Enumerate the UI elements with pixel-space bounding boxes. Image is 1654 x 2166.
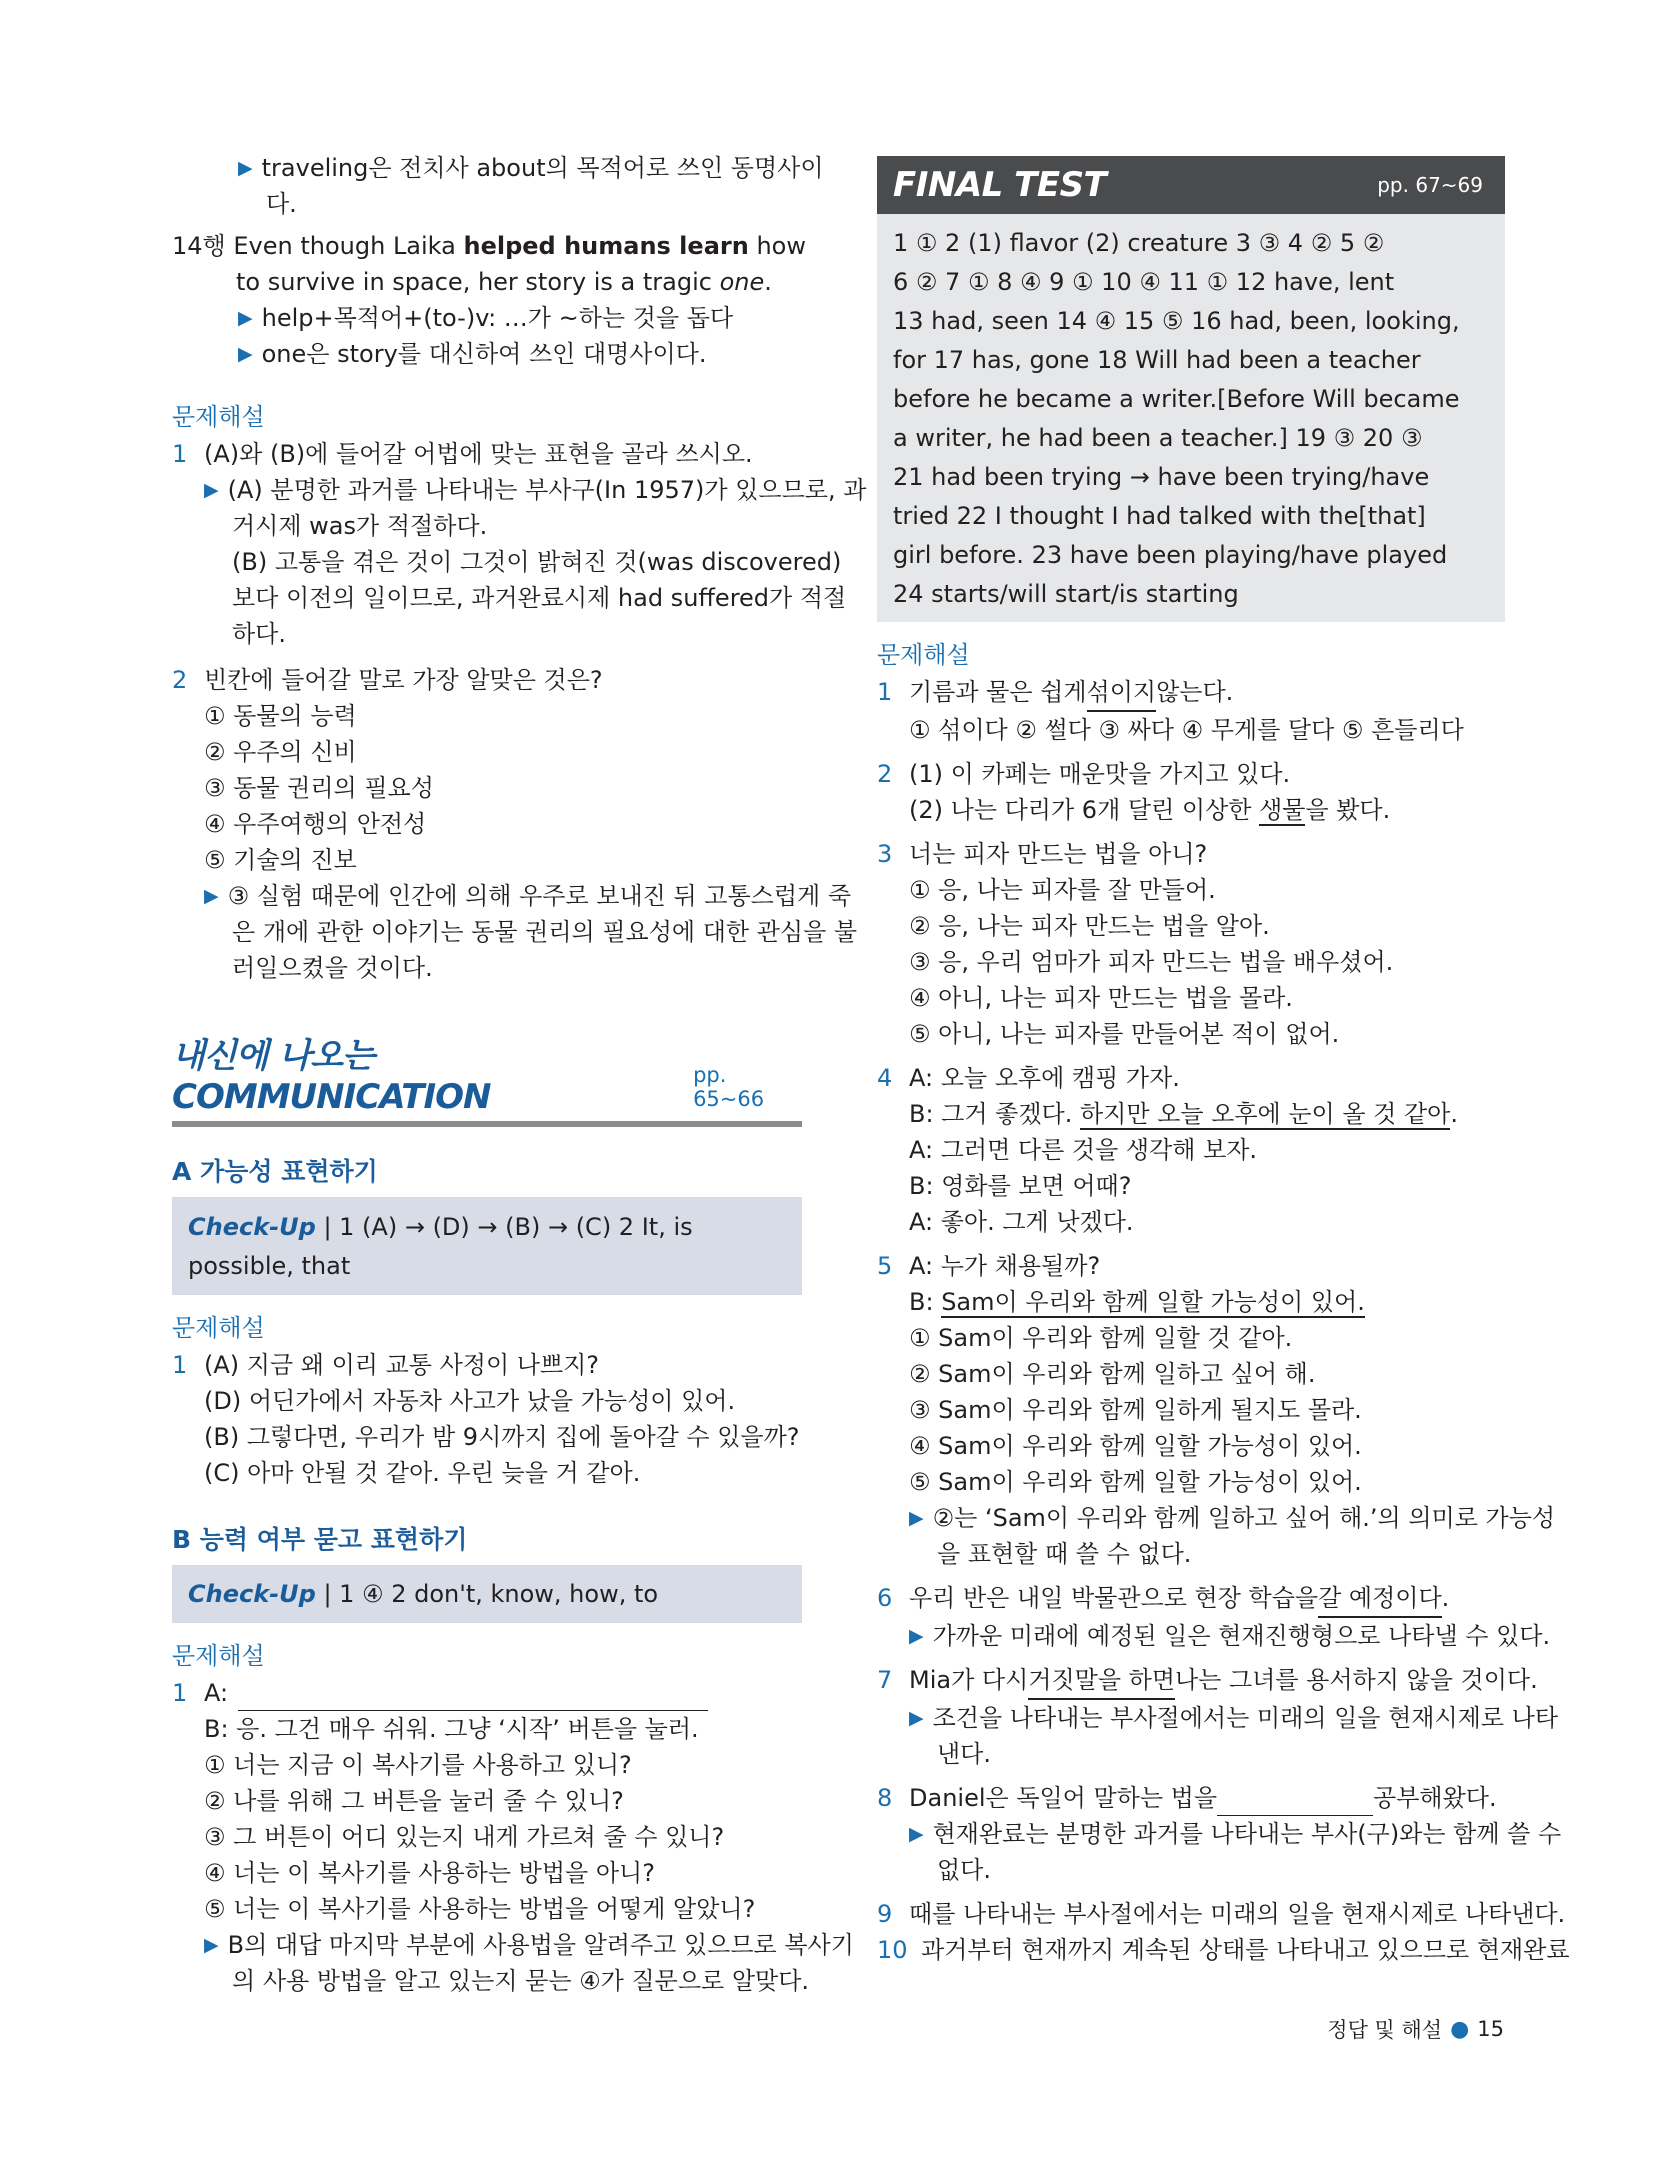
line14-sentence: 14행 Even though Laika helped humans learn how [172, 232, 806, 260]
section-label: 문제해설 [172, 403, 265, 431]
triangle-bullet-icon: ▶ [909, 1823, 924, 1845]
answer-key-box [877, 214, 1505, 622]
checkup-box-b: Check-Up | 1 ④ 2 don't, know, how, to [172, 1565, 802, 1623]
option: ④ 너는 이 복사기를 사용하는 방법을 아니? [204, 1859, 655, 1887]
bullet: ▶ one은 story를 대신하여 쓰인 대명사이다. [238, 336, 802, 372]
bullet-continuation: 다. [266, 190, 297, 218]
question-number: 1 [172, 1679, 188, 1707]
option: ① 너는 지금 이 복사기를 사용하고 있니? [204, 1751, 632, 1779]
rq-7: 7 Mia가 다시 거짓말을 하면 나는 그녀를 용서하지 않을 것이다. ▶ 조건을 나타내는 부사절에서는 미래의 일을 현재시제로 나타 낸다. [877, 1662, 1505, 1772]
option: ③ 응, 우리 엄마가 피자 만드는 법을 배우셨어. [909, 948, 1394, 976]
option: ③ 동물 권리의 필요성 [204, 774, 434, 802]
rq-8: 8 Daniel은 독일어 말하는 법을 공부해왔다. ▶ 현재완료는 분명한 과거를 나타내는 부사(구)와는 함께 쓸 수 없다. [877, 1780, 1505, 1888]
question-number: 8 [877, 1784, 893, 1812]
communication-title: 내신에 나오는 COMMUNICATION [172, 1036, 491, 1117]
option: ⑤ 너는 이 복사기를 사용하는 방법을 어떻게 알았니? [204, 1895, 756, 1923]
triangle-bullet-icon: ▶ [204, 479, 219, 501]
question-number: 2 [877, 760, 893, 788]
question-number: 5 [877, 1252, 893, 1280]
line14-block [172, 228, 806, 372]
answer-line: tried 22 I thought I had talked with the[that] [893, 502, 1426, 530]
answer-line: before he became a writer.[Before Will became [893, 385, 1460, 413]
triangle-bullet-icon: ▶ [909, 1707, 924, 1729]
option: ① 응, 나는 피자를 잘 만들어. [909, 876, 1216, 904]
option: ② Sam이 우리와 함께 일하고 싶어 해. [909, 1360, 1316, 1388]
rq-6: 6 우리 반은 내일 박물관으로 현장 학습을 갈 예정이다 . ▶ 가까운 미래에 예정된 일은 현재진행형으로 나타낼 수 있다. [877, 1580, 1505, 1654]
answer-line: 24 starts/will start/is starting [893, 580, 1239, 608]
option: ① Sam이 우리와 함께 일할 것 같아. [909, 1324, 1293, 1352]
option: ④ 아니, 나는 피자 만드는 법을 몰라. [909, 984, 1293, 1012]
final-test-header [877, 156, 1505, 214]
triangle-bullet-icon: ▶ [204, 885, 219, 907]
explanation: ▶ 현재완료는 분명한 과거를 나타내는 부사(구)와는 함께 쓸 수 [909, 1816, 1505, 1852]
option: ② 우주의 신비 [204, 738, 357, 766]
option: ④ 우주여행의 안전성 [204, 810, 427, 838]
triangle-bullet-icon: ▶ [909, 1625, 924, 1647]
top-bullets [172, 150, 824, 222]
rq-1: 1 기름과 물은 쉽게 섞이지 않는다. ① 섞이다 ② 썰다 ③ 싸다 ④ 무게를 달다 ⑤ 흔들리다 [877, 674, 1505, 748]
question-number: 6 [877, 1584, 893, 1612]
rq-3: 3 너는 피자 만드는 법을 아니? ① 응, 나는 피자를 잘 만들어. ② 응, 나는 피자 만드는 법을 알아. ③ 응, 우리 엄마가 피자 만드는 법을 배우셨어. ④ 아니, 나는 피자 만드는 법을 몰라. ⑤ 아니, 나는 피자를 만들어본 적이 없어. [877, 836, 1505, 1052]
question-number: 1 [877, 678, 893, 706]
explanation: ▶ B의 대답 마지막 부분에 사용법을 알려주고 있으므로 복사기 [204, 1927, 802, 1963]
question-number: 3 [877, 840, 893, 868]
question-number: 4 [877, 1064, 893, 1092]
section-label: 문제해설 [172, 1314, 265, 1342]
section-label: 문제해설 [877, 641, 970, 669]
checkup-label: Check-Up [188, 1213, 316, 1241]
checkup-box-a: Check-Up | 1 (A) → (D) → (B) → (C) 2 It, is possible, that [172, 1197, 802, 1295]
question-1: 1 (A)와 (B)에 들어갈 어법에 맞는 표현을 골라 쓰시오. ▶ (A) 분명한 과거를 나타내는 부사구(In 1957)가 있으므로, 과 거시제 was가 적절하다. (B) 고통을 겪은 것이 그것이 밝혀진 것(was discovered) 보다 이전의 일이므로, 과거완료시제 had suffered가 적절 하다. [172, 436, 802, 652]
page-footer [1327, 2014, 1504, 2044]
rq-10: 10 과거부터 현재까지 계속된 상태를 나타내고 있으므로 현재완료 [877, 1932, 1505, 1968]
option-line: ① 섞이다 ② 썰다 ③ 싸다 ④ 무게를 달다 ⑤ 흔들리다 [909, 716, 1464, 744]
section-a-heading: A 가능성 표현하기 [172, 1157, 378, 1186]
triangle-bullet-icon: ▶ [238, 343, 253, 365]
page-range: pp. 67~69 [1377, 173, 1483, 197]
option: ④ Sam이 우리와 함께 일할 가능성이 있어. [909, 1432, 1362, 1460]
explanation: ▶ ③ 실험 때문에 인간에 의해 우주로 보내진 뒤 고통스럽게 죽 [204, 878, 802, 914]
option: ② 응, 나는 피자 만드는 법을 알아. [909, 912, 1270, 940]
page-number: 15 [1477, 2017, 1504, 2041]
question-number: 1 [172, 1351, 188, 1379]
answer-line: for 17 has, gone 18 Will had been a teacher [893, 346, 1421, 374]
explanation: ▶ 조건을 나타내는 부사절에서는 미래의 일을 현재시제로 나타 [909, 1700, 1505, 1736]
option: ② 나를 위해 그 버튼을 눌러 줄 수 있니? [204, 1787, 624, 1815]
bullet: ▶ traveling은 전치사 about의 목적어로 쓰인 동명사이 [238, 150, 802, 186]
section-label: 문제해설 [172, 1642, 265, 1670]
left-column [172, 150, 867, 1999]
question-number: 9 [877, 1900, 893, 1928]
option: ⑤ Sam이 우리와 함께 일할 가능성이 있어. [909, 1468, 1362, 1496]
b-question-1: 1 A: B: 응. 그건 매우 쉬워. 그냥 ‘시작’ 버튼을 눌러. ① 너는 지금 이 복사기를 사용하고 있니? ② 나를 위해 그 버튼을 눌러 줄 수 있니? ③ 그 버튼이 어디 있는지 내게 가르쳐 줄 수 있니? ④ 너는 이 복사기를 사용하는 방법을 아니? ⑤ 너는 이 복사기를 사용하는 방법을 어떻게 알았니? ▶ B의 대답 마지막 부분에 사용법을 알려주고 있으므로 복사기 의 사용 방법을 알고 있는지 묻는 ④가 질문으로 알맞다. [172, 1675, 802, 1999]
checkup-label: Check-Up [188, 1580, 316, 1608]
option: ① 동물의 능력 [204, 702, 357, 730]
answer-line: 6 ② 7 ① 8 ④ 9 ① 10 ④ 11 ① 12 have, lent [893, 268, 1395, 296]
question-number: 7 [877, 1666, 893, 1694]
rq-2: 2 (1) 이 카페는 매운맛을 가지고 있다. (2) 나는 다리가 6개 달린 이상한 생물을 봤다. [877, 756, 1505, 828]
answer-line: a writer, he had been a teacher.] 19 ③ 20 ③ [893, 424, 1423, 452]
option: ③ Sam이 우리와 함께 일하게 될지도 몰라. [909, 1396, 1362, 1424]
footer-label: 정답 및 해설 [1327, 2018, 1443, 2042]
explanation: ▶ ②는 ‘Sam이 우리와 함께 일하고 싶어 해.’의 의미로 가능성 [909, 1500, 1505, 1536]
question-2: 2 빈칸에 들어갈 말로 가장 알맞은 것은? ① 동물의 능력 ② 우주의 신비 ③ 동물 권리의 필요성 ④ 우주여행의 안전성 ⑤ 기술의 진보 ▶ ③ 실험 때문에 인간에 의해 우주로 보내진 뒤 고통스럽게 죽 은 개에 관한 이야기는 동물 권리의 필요성에 대한 관심을 불 러일으켰을 것이다. [172, 662, 802, 986]
rq-9: 9 때를 나타내는 부사절에서는 미래의 일을 현재시제로 나타낸다. [877, 1896, 1505, 1932]
question-number: 2 [172, 666, 188, 694]
triangle-bullet-icon: ▶ [204, 1934, 219, 1956]
answer-line: girl before. 23 have been playing/have played [893, 541, 1448, 569]
option: ③ 그 버튼이 어디 있는지 내게 가르쳐 줄 수 있니? [204, 1823, 725, 1851]
question-number: 10 [877, 1936, 908, 1964]
explanation: ▶ 가까운 미래에 예정된 일은 현재진행형으로 나타낼 수 있다. [909, 1618, 1505, 1654]
communication-header [172, 1028, 802, 1127]
answer-blank [238, 1675, 708, 1711]
bullet: ▶ help+목적어+(to-)v: …가 ~하는 것을 돕다 [238, 300, 802, 336]
question-number: 1 [172, 440, 188, 468]
answer-line: 21 had been trying → have been trying/have [893, 463, 1430, 491]
triangle-bullet-icon: ▶ [909, 1507, 924, 1529]
answer-line: 1 ① 2 (1) flavor (2) creature 3 ③ 4 ② 5 ② [893, 229, 1385, 257]
option: ⑤ 기술의 진보 [204, 846, 357, 874]
option: ⑤ 아니, 나는 피자를 만들어본 적이 없어. [909, 1020, 1340, 1048]
triangle-bullet-icon: ▶ [238, 157, 253, 179]
answer-blank [1217, 1780, 1373, 1816]
right-column [877, 150, 1570, 1968]
final-test-title: FINAL TEST [893, 165, 1107, 205]
line14-sentence-cont: to survive in space, her story is a tragic one. [236, 268, 772, 296]
location-pin-icon: ● [1450, 2016, 1470, 2042]
triangle-bullet-icon: ▶ [238, 307, 253, 329]
section-b-heading: B 능력 여부 묻고 표현하기 [172, 1525, 468, 1554]
rq-5: 5 A: 누가 채용될까? B: Sam이 우리와 함께 일할 가능성이 있어. ① Sam이 우리와 함께 일할 것 같아. ② Sam이 우리와 함께 일하고 싶어 해. ③ Sam이 우리와 함께 일하게 될지도 몰라. ④ Sam이 우리와 함께 일할 가능성이 있어. ⑤ Sam이 우리와 함께 일할 가능성이 있어. ▶ ②는 ‘Sam이 우리와 함께 일하고 싶어 해.’의 의미로 가능성 을 표현할 때 쓸 수 없다. [877, 1248, 1505, 1572]
answer-line: 13 had, seen 14 ④ 15 ⑤ 16 had, been, looking, [893, 307, 1460, 335]
rq-4: 4 A: 오늘 오후에 캠핑 가자. B: 그거 좋겠다. 하지만 오늘 오후에 눈이 올 것 같아. A: 그러면 다른 것을 생각해 보자. B: 영화를 보면 어때? A: 좋아. 그게 낫겠다. [877, 1060, 1505, 1240]
explanation: ▶ (A) 분명한 과거를 나타내는 부사구(In 1957)가 있으므로, 과 [204, 472, 802, 508]
a-question-1: 1 (A) 지금 왜 이리 교통 사정이 나쁘지? (D) 어딘가에서 자동차 사고가 났을 가능성이 있어. (B) 그렇다면, 우리가 밤 9시까지 집에 돌아갈 수 있을까? (C) 아마 안될 것 같아. 우린 늦을 거 같아. [172, 1347, 802, 1491]
page-range: pp. 65~66 [693, 1063, 765, 1111]
